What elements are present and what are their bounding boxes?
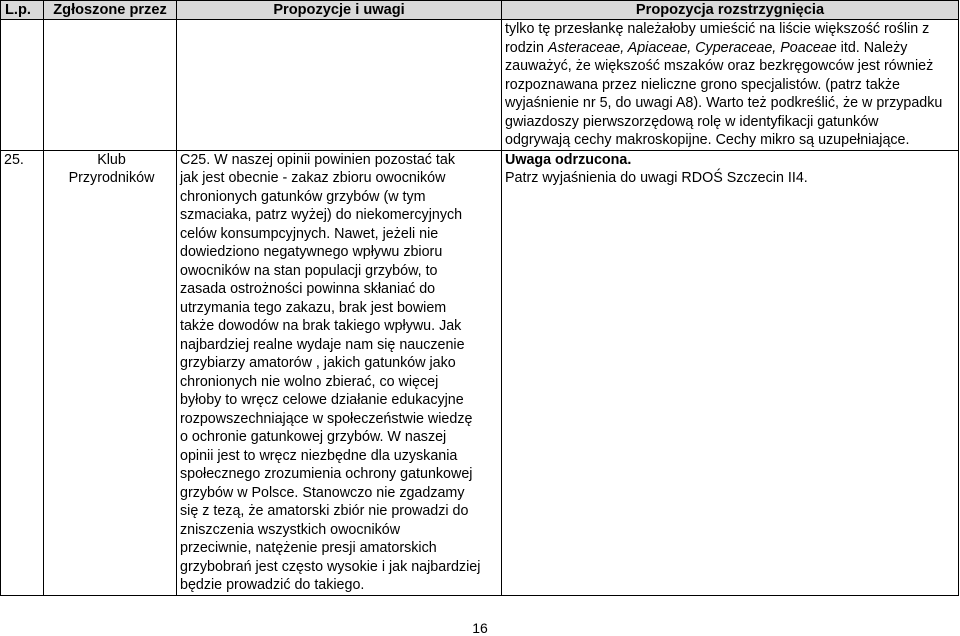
proposal-line: o ochronie gatunkowej grzybów. W naszej xyxy=(180,429,447,445)
proposal-line: będzie prowadzić do takiego. xyxy=(180,577,365,593)
resolution-text-line: zauważyć, że większość mszaków oraz bezkręgowców jest również xyxy=(505,58,934,74)
proposal-line: grzybów w Polsce. Stanowczo nie zgadzamy xyxy=(180,484,465,501)
proposal-line: jak jest obecnie - zakaz zbioru owocników xyxy=(180,170,446,186)
plant-families-italic: Asteraceae, Apiaceae, Cyperaceae, Poaceae xyxy=(547,39,837,56)
proposal-line: grzybiarzy amatorów , jakich gatunków jako xyxy=(180,355,456,371)
proposal-line: dowiedziono negatywnego wpływu zbioru xyxy=(180,244,443,260)
proposal-line: rozpowszechniające w społeczeństwie wiedzę xyxy=(180,410,473,427)
proposal-line: opinii jest to wręcz niezbędne dla uzyskania xyxy=(180,447,458,464)
proposal-line: chronionych gatunków grzybów (w tym xyxy=(180,188,426,205)
table-row-25 xyxy=(1,150,959,595)
proposal-line: byłoby to wręcz celowe działanie edukacyjne xyxy=(180,392,464,408)
cell-submitter-empty xyxy=(44,20,177,151)
proposal-line: chronionych nie wolno zbierać, co więcej xyxy=(180,373,439,390)
cell-number-empty xyxy=(1,20,44,151)
header-proposal: Propozycje i uwagi xyxy=(177,1,502,20)
resolution-text-line: wyjaśnienie nr 5, do uwagi A8). Warto też podkreślić, że w przypadku xyxy=(505,95,943,111)
submitter-cell xyxy=(44,150,177,595)
cell-proposal-empty xyxy=(177,20,502,151)
proposal-line: celów konsumpcyjnych. Nawet, jeżeli nie xyxy=(180,225,439,242)
proposal-line: także dowodów na brak takiego wpływu. Jak xyxy=(180,318,462,334)
row-number: 25. xyxy=(1,150,44,595)
header-resolution: Propozycja rozstrzygnięcia xyxy=(502,1,959,20)
resolution-text-line: tylko tę przesłankę należałoby umieścić na liście większość roślin z xyxy=(505,21,930,37)
header-lp: L.p. xyxy=(1,1,44,20)
header-submitter: Zgłoszone przez xyxy=(44,1,177,20)
proposal-line: zniszczenia wszystkich owocników xyxy=(180,521,401,538)
submitter-line: Przyrodników xyxy=(68,170,155,186)
resolution-text-line: gwiazdoszy pierwszorzędową rolę w identyfikacji gatunków xyxy=(505,113,879,130)
cell-resolution-continuation xyxy=(502,20,959,151)
resolution-text-line: odgrywają cechy makroskopijne. Cechy mikro są uzupełniające. xyxy=(505,132,910,148)
table-row-continuation xyxy=(1,20,959,151)
proposal-cell xyxy=(177,150,502,595)
proposal-line: szmaciaka, patrz wyżej) do niekomercyjnych xyxy=(180,207,463,223)
resolution-cell xyxy=(502,150,959,595)
proposal-line: społecznego zrozumienia ochrony gatunkowej xyxy=(180,466,473,482)
proposal-line: grzybobrań jest często wysokie i jak najbardziej xyxy=(180,558,481,575)
proposal-line: C25. W naszej opinii powinien pozostać tak xyxy=(180,151,455,168)
proposal-line: się z tezą, że amatorski zbiór nie prowadzi do xyxy=(180,503,469,519)
submitter-line: Klub xyxy=(97,151,126,168)
proposal-line: utrzymania tego zakazu, brak jest bowiem xyxy=(180,299,447,316)
resolution-status: Uwaga odrzucona. xyxy=(505,151,632,168)
resolution-text-line: rozpoznawana przez nieliczne grono specjalistów. (patrz także xyxy=(505,76,900,93)
resolution-text-line: rodzin Asteraceae, Apiaceae, Cyperaceae, Poaceae itd. Należy xyxy=(505,39,908,56)
proposal-line: najbardziej realne wydaje nam się nauczenie xyxy=(180,336,465,353)
page-number: 16 xyxy=(472,620,488,636)
proposal-line: owocników na stan populacji grzybów, to xyxy=(180,262,438,279)
table-header-row xyxy=(1,1,959,20)
proposal-line: przeciwnie, natężenie presji amatorskich xyxy=(180,540,437,556)
proposal-line: zasada ostrożności powinna skłaniać do xyxy=(180,281,436,297)
resolution-note: Patrz wyjaśnienia do uwagi RDOŚ Szczecin II4. xyxy=(505,170,808,186)
